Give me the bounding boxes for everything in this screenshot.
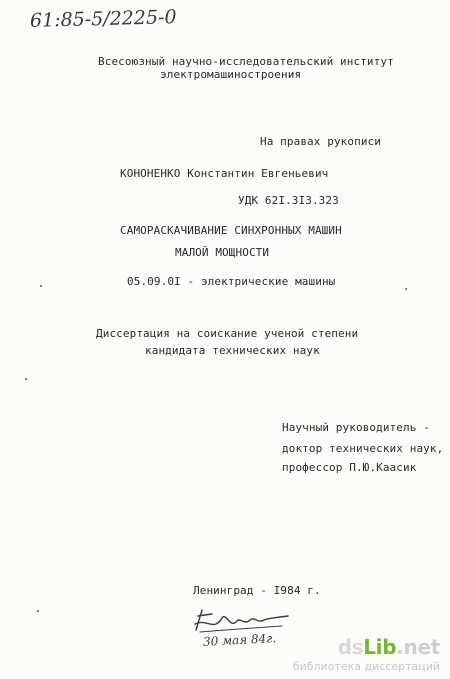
city-year: Ленинград - I984 г. <box>193 584 321 597</box>
institute-line-2: электромашиностроения <box>160 68 302 81</box>
signature-scribble <box>192 606 292 636</box>
specialty-code: 05.09.0I - электрические машины <box>127 275 336 288</box>
supervisor-line-3: профессор П.Ю.Каасик <box>282 461 417 474</box>
institute-line-1: Всесоюзный научно-исследовательский институт <box>98 55 394 68</box>
author-name: КОНОНЕНКО Константин Евгеньевич <box>120 167 329 180</box>
scan-speck <box>25 378 27 380</box>
dslib-watermark-subtitle: библиотека диссертаций <box>292 660 440 673</box>
dslib-watermark-logo <box>338 636 440 658</box>
scan-speck <box>37 610 39 612</box>
watermark-part-net: .net <box>396 635 440 659</box>
watermark-part-ds: ds <box>337 635 364 659</box>
dissertation-title-line-2: МАЛОЙ МОЩНОСТИ <box>175 246 270 259</box>
handwritten-archive-code: 61:85-5/2225-0 <box>29 6 177 32</box>
handwritten-date: 30 мая 84г. <box>202 631 277 649</box>
scan-speck <box>405 288 407 290</box>
watermark-part-lib: Lib <box>363 635 397 659</box>
supervisor-line-1: Научный руководитель - <box>282 421 430 434</box>
dissertation-title-line-1: САМОРАСКАЧИВАНИЕ СИНХРОННЫХ МАШИН <box>120 224 342 237</box>
degree-line-2: кандидата технических наук <box>145 344 320 357</box>
supervisor-line-2: доктор технических наук, <box>282 442 444 455</box>
udc-code: УДК 62I.3I3.323 <box>238 194 339 207</box>
scan-speck <box>40 285 42 287</box>
rights-notice: На правах рукописи <box>260 135 382 148</box>
degree-line-1: Диссертация на соискание ученой степени <box>96 327 359 340</box>
